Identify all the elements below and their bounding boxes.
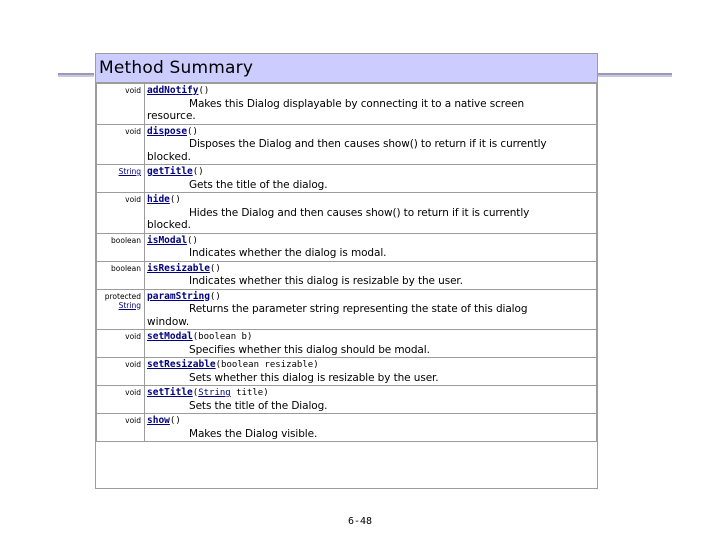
return-type-label: boolean	[111, 235, 141, 245]
return-type-cell	[97, 165, 145, 193]
return-type-label: void	[125, 360, 141, 369]
method-link-gettitle[interactable]: getTitle	[147, 166, 193, 177]
method-summary-title: Method Summary	[99, 58, 254, 78]
method-description: Makes this Dialog displayable by connecting it to a native screen	[189, 97, 525, 110]
method-row-hide	[97, 193, 597, 234]
method-signature	[147, 235, 594, 248]
method-description: Hides the Dialog and then causes show() to return if it is currently	[189, 206, 530, 219]
return-type-cell	[97, 330, 145, 358]
signature-params: (	[198, 86, 204, 96]
method-description: Disposes the Dialog and then causes show() to return if it is currently	[189, 138, 547, 150]
method-row-setmodal	[97, 330, 597, 358]
signature-close: )	[246, 332, 253, 342]
signature-params: (boolean b	[192, 332, 247, 342]
method-signature	[147, 331, 594, 344]
method-link-setmodal[interactable]: setModal	[147, 331, 193, 342]
method-summary-table	[95, 53, 598, 489]
method-link-ismodal[interactable]: isModal	[147, 234, 188, 246]
return-type-cell	[97, 233, 145, 261]
return-type-cell	[97, 261, 145, 289]
signature-close: )	[175, 416, 181, 426]
method-description: Indicates whether the dialog is modal.	[189, 247, 387, 259]
return-type-label: void	[125, 416, 141, 425]
method-link-show[interactable]: show	[147, 415, 170, 426]
return-type-label: void	[125, 195, 141, 204]
methods-body	[97, 84, 597, 442]
method-description-cell	[145, 358, 597, 386]
signature-params: (	[169, 195, 176, 205]
method-signature	[147, 387, 594, 400]
method-description-continued: blocked.	[147, 219, 191, 231]
signature-close: )	[192, 235, 198, 246]
method-link-hide[interactable]: hide	[147, 194, 170, 205]
method-row-addnotify	[97, 84, 597, 125]
method-description: Indicates whether this dialog is resizable by the user.	[189, 275, 463, 287]
method-description: Makes the Dialog visible.	[189, 427, 318, 440]
method-link-setresizable[interactable]: setResizable	[147, 359, 216, 370]
signature-close: )	[192, 126, 198, 137]
signature-close: )	[175, 195, 181, 205]
modifier-label: protected	[104, 291, 141, 301]
return-type-label: void	[125, 388, 141, 397]
method-description-cell	[145, 233, 597, 261]
method-description-cell	[145, 261, 597, 289]
return-type-label: void	[125, 86, 141, 95]
method-description-cell	[145, 165, 597, 193]
method-row-settitle	[97, 386, 597, 414]
signature-params: (	[192, 167, 199, 177]
method-description-continued: blocked.	[147, 150, 191, 163]
return-type-cell	[97, 414, 145, 442]
return-type-cell	[97, 386, 145, 414]
method-description-cell	[145, 414, 597, 442]
signature-close: )	[263, 388, 269, 398]
signature-params: (	[187, 126, 193, 137]
signature-close: )	[215, 263, 221, 274]
method-description-cell	[145, 289, 597, 330]
method-description: Gets the title of the dialog.	[189, 178, 328, 191]
method-signature	[147, 126, 594, 139]
method-description-cell	[145, 330, 597, 358]
signature-params: (	[169, 416, 176, 426]
method-signature	[147, 263, 594, 276]
signature-close: )	[215, 291, 221, 302]
method-link-settitle[interactable]: setTitle	[147, 387, 193, 398]
method-row-isresizable	[97, 261, 597, 289]
method-description: Specifies whether this dialog should be modal.	[189, 343, 430, 356]
method-signature	[147, 415, 594, 428]
return-type-label: void	[125, 332, 141, 341]
return-type-link[interactable]: String	[118, 300, 141, 310]
method-link-addnotify[interactable]: addNotify	[147, 85, 199, 96]
method-row-dispose	[97, 124, 597, 165]
method-link-paramstring[interactable]: paramString	[147, 290, 210, 302]
return-type-label: boolean	[111, 263, 141, 273]
method-description-continued: window.	[147, 315, 190, 328]
signature-close: )	[313, 360, 319, 370]
method-description-cell	[145, 193, 597, 234]
method-signature	[147, 194, 594, 207]
method-row-show	[97, 414, 597, 442]
return-type-cell	[97, 84, 145, 125]
signature-params: (	[192, 388, 199, 398]
method-link-isresizable[interactable]: isResizable	[147, 262, 210, 274]
method-signature	[147, 85, 594, 98]
decorative-line-right	[598, 73, 672, 77]
method-description-cell	[145, 124, 597, 165]
decorative-line-left	[58, 73, 94, 77]
return-type-link[interactable]: String	[118, 167, 141, 176]
method-description: Sets the title of the Dialog.	[189, 399, 328, 412]
method-signature	[147, 291, 594, 304]
method-signature	[147, 359, 594, 372]
return-type-cell	[97, 358, 145, 386]
methods-table	[96, 83, 597, 442]
signature-params: (	[209, 291, 216, 302]
page-number: 6-48	[347, 516, 373, 527]
method-description: Sets whether this dialog is resizable by the user.	[189, 371, 439, 384]
method-row-ismodal	[97, 233, 597, 261]
method-description-continued: resource.	[147, 110, 196, 122]
method-row-setresizable	[97, 358, 597, 386]
method-link-dispose[interactable]: dispose	[147, 125, 188, 137]
return-type-cell	[97, 124, 145, 165]
signature-close: )	[203, 86, 210, 96]
signature-params: (	[187, 235, 193, 246]
method-description-cell	[145, 84, 597, 125]
return-type-label: void	[125, 126, 141, 136]
signature-close: )	[198, 167, 204, 177]
method-description: Returns the parameter string representing the state of this dialog	[189, 303, 528, 315]
method-description-cell	[145, 386, 597, 414]
method-signature	[147, 166, 594, 179]
param-type-link[interactable]: String	[198, 388, 231, 398]
param-name: title	[230, 388, 264, 398]
method-summary-header	[96, 54, 597, 83]
return-type-cell	[97, 193, 145, 234]
method-row-paramstring	[97, 289, 597, 330]
signature-params: (boolean resizable	[215, 360, 314, 370]
method-row-gettitle	[97, 165, 597, 193]
return-type-cell	[97, 289, 145, 330]
signature-params: (	[209, 263, 216, 274]
